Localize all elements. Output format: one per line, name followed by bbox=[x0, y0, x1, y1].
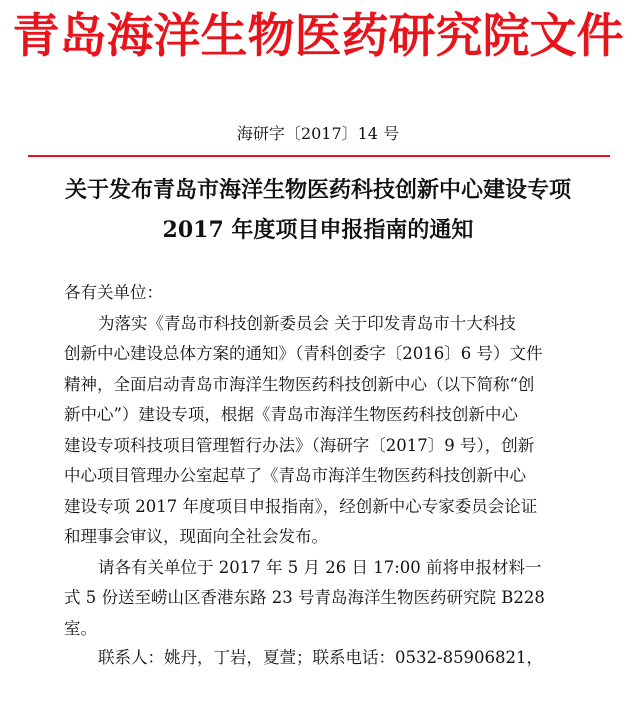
notice-title-line-2: 2017 年度项目申报指南的通知 bbox=[162, 217, 474, 243]
body-line: 为落实《青岛市科技创新委员会 关于印发青岛市十大科技 bbox=[98, 313, 516, 333]
body-line: 建设专项科技项目管理暂行办法》（海研字〔2017〕9 号），创新 bbox=[64, 435, 535, 455]
contact-line: 联系人：姚丹，丁岩，夏萱；联系电话：0532-85906821， bbox=[98, 648, 544, 667]
body-line: 式 5 份送至崂山区香港东路 23 号青岛海洋生物医药研究院 B228 bbox=[64, 588, 545, 607]
notice-title-line-1: 关于发布青岛市海洋生物医药科技创新中心建设专项 bbox=[64, 177, 571, 203]
body-line: 请各有关单位于 2017 年 5 月 26 日 17:00 前将申报材料一 bbox=[98, 557, 542, 577]
salutation: 各有关单位： bbox=[64, 283, 163, 302]
document-number: 海研字〔2017〕14 号 bbox=[236, 124, 400, 143]
body-line: 和理事会审议，现面向全社会发布。 bbox=[64, 527, 328, 546]
body-line: 中心项目管理办公室起草了《青岛市海洋生物医药科技创新中心 bbox=[64, 466, 526, 485]
body-line: 建设专项 2017 年度项目申报指南》，经创新中心专家委员会论证 bbox=[64, 496, 538, 516]
body-line: 创新中心建设总体方案的通知》（青科创委字〔2016〕6 号）文件 bbox=[64, 344, 543, 363]
body-line: 新中心”）建设专项，根据《青岛市海洋生物医药科技创新中心 bbox=[64, 405, 518, 424]
body-line: 室。 bbox=[64, 618, 97, 638]
org-header-title: 青岛海洋生物医药研究院文件 bbox=[12, 9, 624, 64]
body-line: 精神，全面启动青岛市海洋生物医药科技创新中心（以下简称“创 bbox=[64, 374, 535, 394]
red-divider-line bbox=[28, 155, 610, 157]
